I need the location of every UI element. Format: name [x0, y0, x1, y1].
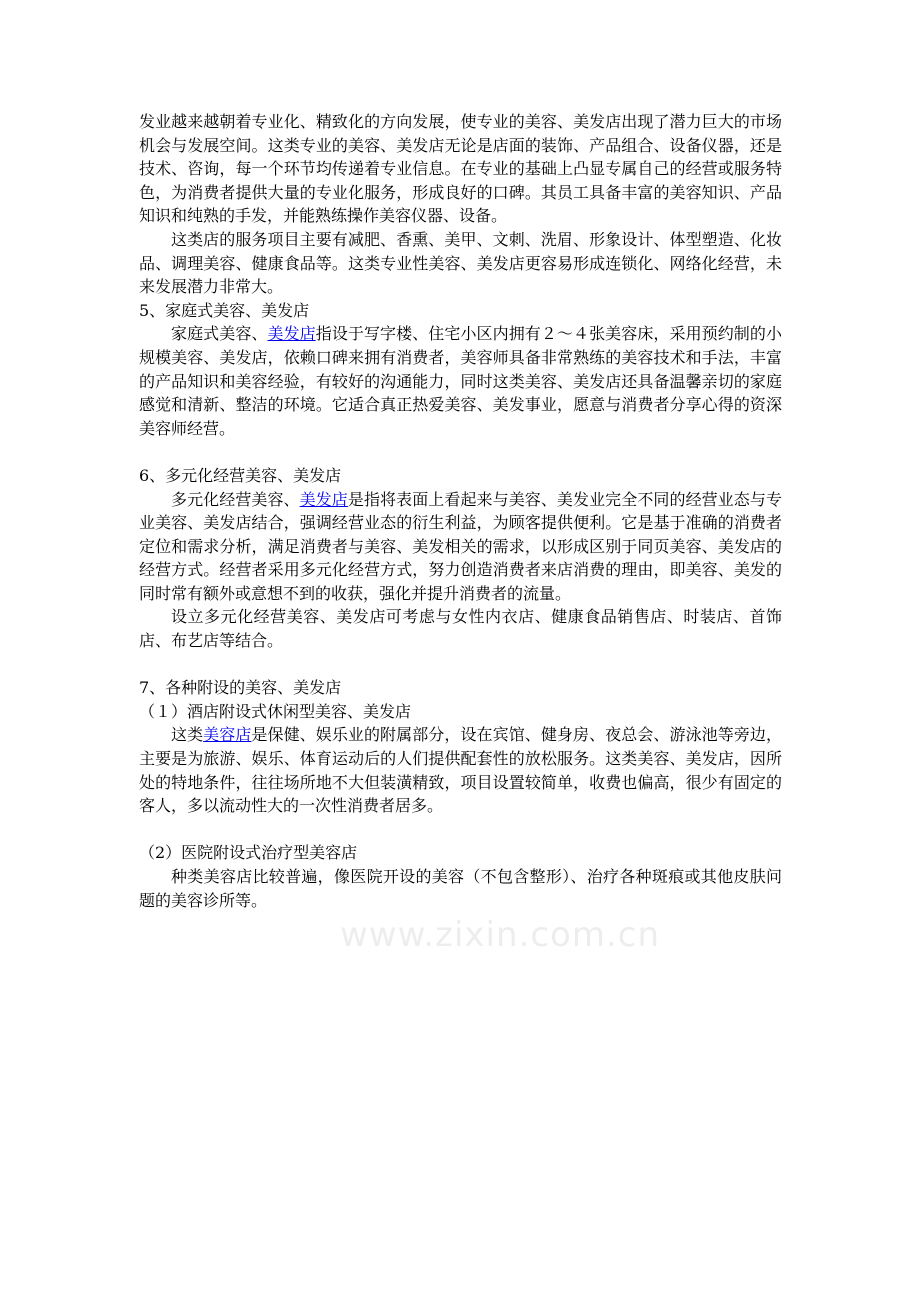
- subheading-hospital-salon: （2）医院附设式治疗型美容店: [139, 843, 358, 863]
- blank-line: [139, 440, 782, 464]
- link-hair-salon-2[interactable]: 美发店: [299, 489, 348, 509]
- text-segment: 这类: [171, 725, 204, 745]
- link-hair-salon[interactable]: 美发店: [267, 324, 316, 344]
- paragraph-hotel-salon: [139, 723, 782, 817]
- blank-line: [139, 653, 782, 677]
- heading-attached-salons: 7、各种附设的美容、美发店: [139, 678, 342, 698]
- paragraph-hospital-salon: 种类美容店比较普遍，像医院开设的美容（不包含整形）、治疗各种斑痕或其他皮肤问题的美容诊所等。: [139, 867, 782, 910]
- heading-family-salon: 5、家庭式美容、美发店: [139, 300, 310, 320]
- heading-diversified-salon: 6、多元化经营美容、美发店: [139, 465, 342, 485]
- paragraph-family-salon: [139, 322, 782, 440]
- text-segment: 是保健、娱乐业的附属部分，设在宾馆、健身房、夜总会、游泳池等旁边，主要是为旅游、娱乐、体育运动后的人们提供配套性的放松服务。这类美容、美发店，因所处的特地条件，往往场所地不大但装潢精致，项目设置较简单，收费也偏高，很少有固定的客人，多以流动性大的一次性消费者居多。: [139, 725, 782, 816]
- text-segment: 家庭式美容、: [171, 324, 268, 344]
- paragraph-professional-intro: 发业越来越朝着专业化、精致化的方向发展，使专业的美容、美发店出现了潜力巨大的市场机会与发展空间。这类专业的美容、美发店无论是店面的装饰、产品组合、设备仪器，还是技术、咨询，每一个环节均传递着专业信息。在专业的基础上凸显专属自己的经营或服务特色，为消费者提供大量的专业化服务，形成良好的口碑。其员工具备丰富的美容知识、产品知识和纯熟的手发，并能熟练操作美容仪器、设备。: [139, 112, 782, 226]
- paragraph-service-items: 这类店的服务项目主要有减肥、香熏、美甲、文刺、洗眉、形象设计、体型塑造、化妆品、调理美容、健康食品等。这类专业性美容、美发店更容易形成连锁化、网络化经营，未来发展潜力非常大。: [139, 229, 782, 297]
- document-body: [139, 110, 782, 912]
- text-segment: 是指将表面上看起来与美容、美发业完全不同的经营业态与专业美容、美发店结合，强调经营业态的衍生利益，为顾客提供便利。它是基于准确的消费者定位和需求分析，满足消费者与美容、美发相关的需求，以形成区别于同页美容、美发店的经营方式。经营者采用多元化经营方式，努力创造消费者来店消费的理由，即美容、美发的同时常有额外或意想不到的收获，强化并提升消费者的流量。: [139, 489, 782, 603]
- paragraph-diversified-salon: [139, 488, 782, 606]
- paragraph-diversified-combination: 设立多元化经营美容、美发店可考虑与女性内衣店、健康食品销售店、时装店、首饰店、布艺店等结合。: [139, 607, 782, 651]
- link-beauty-salon[interactable]: 美容店: [203, 725, 252, 745]
- subheading-hotel-salon: （１）酒店附设式休闲型美容、美发店: [139, 701, 412, 721]
- text-segment: 多元化经营美容、: [171, 489, 300, 509]
- text-segment: 指设于写字楼、住宅小区内拥有２～４张美容床，采用预约制的小规模美容、美发店，依赖口碑来拥有消费者，美容师具备非常熟练的美容技术和手法，丰富的产品知识和美容经验，有较好的沟通能力，同时这类美容、美发店还具备温馨亲切的家庭感觉和清新、整洁的环境。它适合真正热爱美容、美发事业，愿意与消费者分享心得的资深美容师经营。: [139, 324, 782, 438]
- blank-line: [139, 818, 782, 842]
- watermark: www.zixin.com.cn: [340, 915, 660, 955]
